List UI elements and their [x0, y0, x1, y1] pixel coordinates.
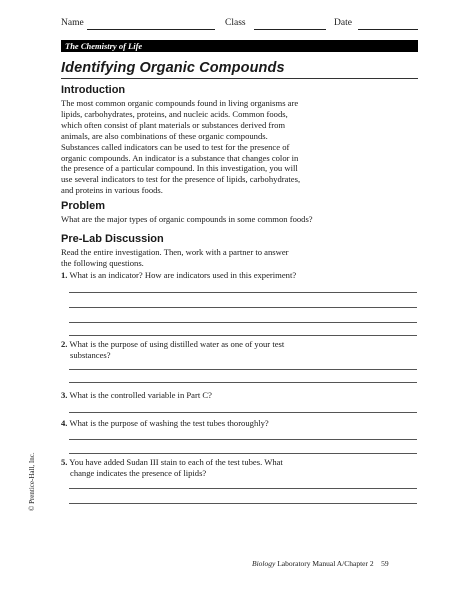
page-footer	[252, 559, 389, 568]
question-number: 1.	[61, 270, 68, 280]
chapter-banner-text: The Chemistry of Life	[65, 41, 143, 51]
question-2	[61, 339, 361, 361]
question-number: 4.	[61, 418, 68, 428]
intro-line: which often consist of plant materials or substances derived from	[61, 119, 286, 130]
name-label: Name	[61, 18, 84, 28]
question-text: substances?	[70, 349, 111, 360]
intro-line: lipids, carbohydrates, proteins, and nucleic acids. Common foods,	[61, 108, 288, 119]
question-3	[61, 390, 361, 401]
intro-line: use several indicators to test for the presence of lipids, carbohydrates,	[61, 174, 301, 185]
worksheet-header	[61, 18, 418, 34]
problem-text: What are the major types of organic compounds in some common foods?	[61, 214, 313, 224]
title-rule	[61, 78, 418, 79]
question-text: What is the controlled variable in Part C?	[69, 390, 212, 400]
answer-line-q5[interactable]	[69, 503, 417, 504]
question-4	[61, 418, 361, 429]
answer-line-q1[interactable]	[69, 335, 417, 336]
class-label: Class	[225, 18, 246, 28]
question-text: What is an indicator? How are indicators used in this experiment?	[69, 270, 297, 280]
question-number: 3.	[61, 390, 68, 400]
date-field[interactable]	[358, 29, 418, 30]
question-number: 2.	[61, 339, 68, 349]
intro-line: and proteins in various foods.	[61, 185, 163, 196]
intro-line: animals, are also combinations of these organic compounds.	[61, 130, 268, 141]
class-field[interactable]	[254, 29, 326, 30]
answer-line-q2[interactable]	[69, 369, 417, 370]
intro-line: organic compounds. An indicator is a substance that changes color in	[61, 152, 299, 163]
answer-line-q4[interactable]	[69, 439, 417, 440]
intro-line: The most common organic compounds found in living organisms are	[61, 98, 299, 108]
intro-line: Substances called indicators can be used to test for the presence of	[61, 141, 290, 152]
name-field[interactable]	[87, 29, 215, 30]
question-text: What is the purpose of washing the test tubes thoroughly?	[69, 418, 269, 428]
problem-heading: Problem	[61, 200, 106, 212]
introduction-text	[61, 98, 419, 196]
chapter-banner	[61, 40, 418, 52]
answer-line-q1[interactable]	[69, 322, 417, 323]
footer-manual: Laboratory Manual A/Chapter 2	[275, 559, 374, 568]
question-5	[61, 457, 361, 479]
question-text: What is the purpose of using distilled water as one of your test	[69, 339, 285, 349]
prelab-heading: Pre-Lab Discussion	[61, 233, 164, 245]
date-label: Date	[334, 18, 352, 28]
footer-book-title: Biology	[252, 559, 276, 568]
answer-line-q5[interactable]	[69, 488, 417, 489]
answer-line-q4[interactable]	[69, 453, 417, 454]
copyright-notice: © Prentice-Hall, Inc.	[28, 452, 36, 511]
answer-line-q3[interactable]	[69, 412, 417, 413]
page-title: Identifying Organic Compounds	[61, 60, 285, 76]
question-number: 5.	[61, 457, 68, 467]
answer-line-q1[interactable]	[69, 307, 417, 308]
introduction-heading: Introduction	[61, 84, 126, 96]
answer-line-q1[interactable]	[69, 292, 417, 293]
prelab-text	[61, 247, 419, 269]
page-number: 59	[381, 559, 389, 568]
answer-line-q2[interactable]	[69, 382, 417, 383]
question-text: You have added Sudan III stain to each of the test tubes. What	[69, 457, 283, 467]
question-1	[61, 270, 381, 281]
prelab-line: Read the entire investigation. Then, work with a partner to answer	[61, 247, 289, 257]
question-text: change indicates the presence of lipids?	[70, 467, 207, 478]
intro-line: the presence of a particular compound. In this investigation, you will	[61, 163, 298, 174]
prelab-line: the following questions.	[61, 257, 144, 268]
